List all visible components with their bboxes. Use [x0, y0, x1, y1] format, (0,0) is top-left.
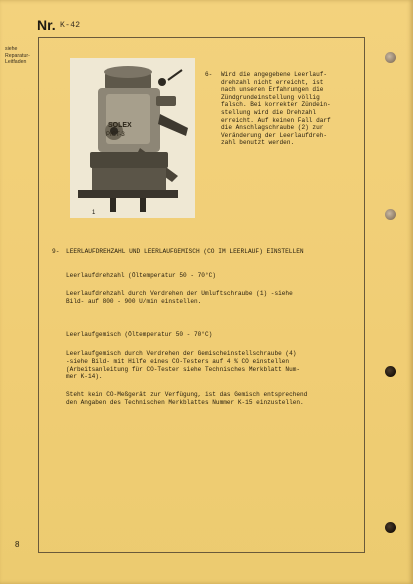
margin-note	[5, 46, 37, 66]
step-6-text: Wird die angegebene Leerlauf- drehzahl nicht erreicht, ist nach unseren Erfahrungen die Zündgrundeinstellung völlig falsch. Bei korrekter Zündein- stellung wird die Drehzahl erreicht. Auf keinen Fall darf die Anschlagschraube (2) zur Veränderung der Leerlaufdreh- zahl benutzt werden.	[221, 71, 331, 147]
binder-hole	[385, 522, 396, 533]
binder-hole	[385, 52, 396, 63]
step-9-title: LEERLAUFDREHZAHL UND LEERLAUFGEMISCH (CO IM LEERLAUF) EINSTELLEN	[66, 248, 304, 255]
step-9-heading	[52, 248, 304, 256]
page-number: 8	[15, 540, 20, 549]
binder-hole	[385, 209, 396, 220]
step-9-number: 9-	[52, 248, 60, 255]
idle-mixture-text: Leerlaufgemisch durch Verdrehen der Gemischeinstellschraube (4) -siehe Bild- mit Hilfe eines CO-Testers auf 4 % CO einstellen (Arbeitsanleitung für CO-Tester siehe Technisches Merkblatt Num- mer K-14).	[66, 350, 301, 381]
margin-note-line: Leitfaden	[5, 59, 27, 66]
step-6-number: 6-	[205, 71, 213, 78]
carburetor-model-label: PICT-3	[106, 132, 125, 138]
binder-hole	[385, 366, 396, 377]
header-document-code: K-42	[60, 21, 81, 30]
carburetor-photo	[70, 58, 195, 218]
figure-callout-1: 1	[92, 210, 96, 216]
margin-note-line: siehe	[5, 46, 18, 52]
idle-mixture-heading: Leerlaufgemisch (Öltemperatur 50 - 70°C)	[66, 331, 213, 338]
margin-note-line: Reparatur-	[5, 52, 30, 59]
carburetor-brand-label: SOLEX	[108, 122, 132, 129]
idle-speed-heading: Leerlaufdrehzahl (Öltemperatur 50 - 70°C)	[66, 272, 216, 279]
step-6	[205, 71, 365, 147]
header-nr-label: Nr.	[37, 17, 56, 33]
idle-speed-text: Leerlaufdrehzahl durch Verdrehen der Umluftschraube (1) -siehe Bild- auf 800 - 900 U/min einstellen.	[66, 290, 293, 305]
idle-mixture-note: Steht kein CO-Meßgerät zur Verfügung, ist das Gemisch entsprechend den Angaben des Technischen Merkblattes Nummer K-15 einzustellen.	[66, 391, 308, 406]
